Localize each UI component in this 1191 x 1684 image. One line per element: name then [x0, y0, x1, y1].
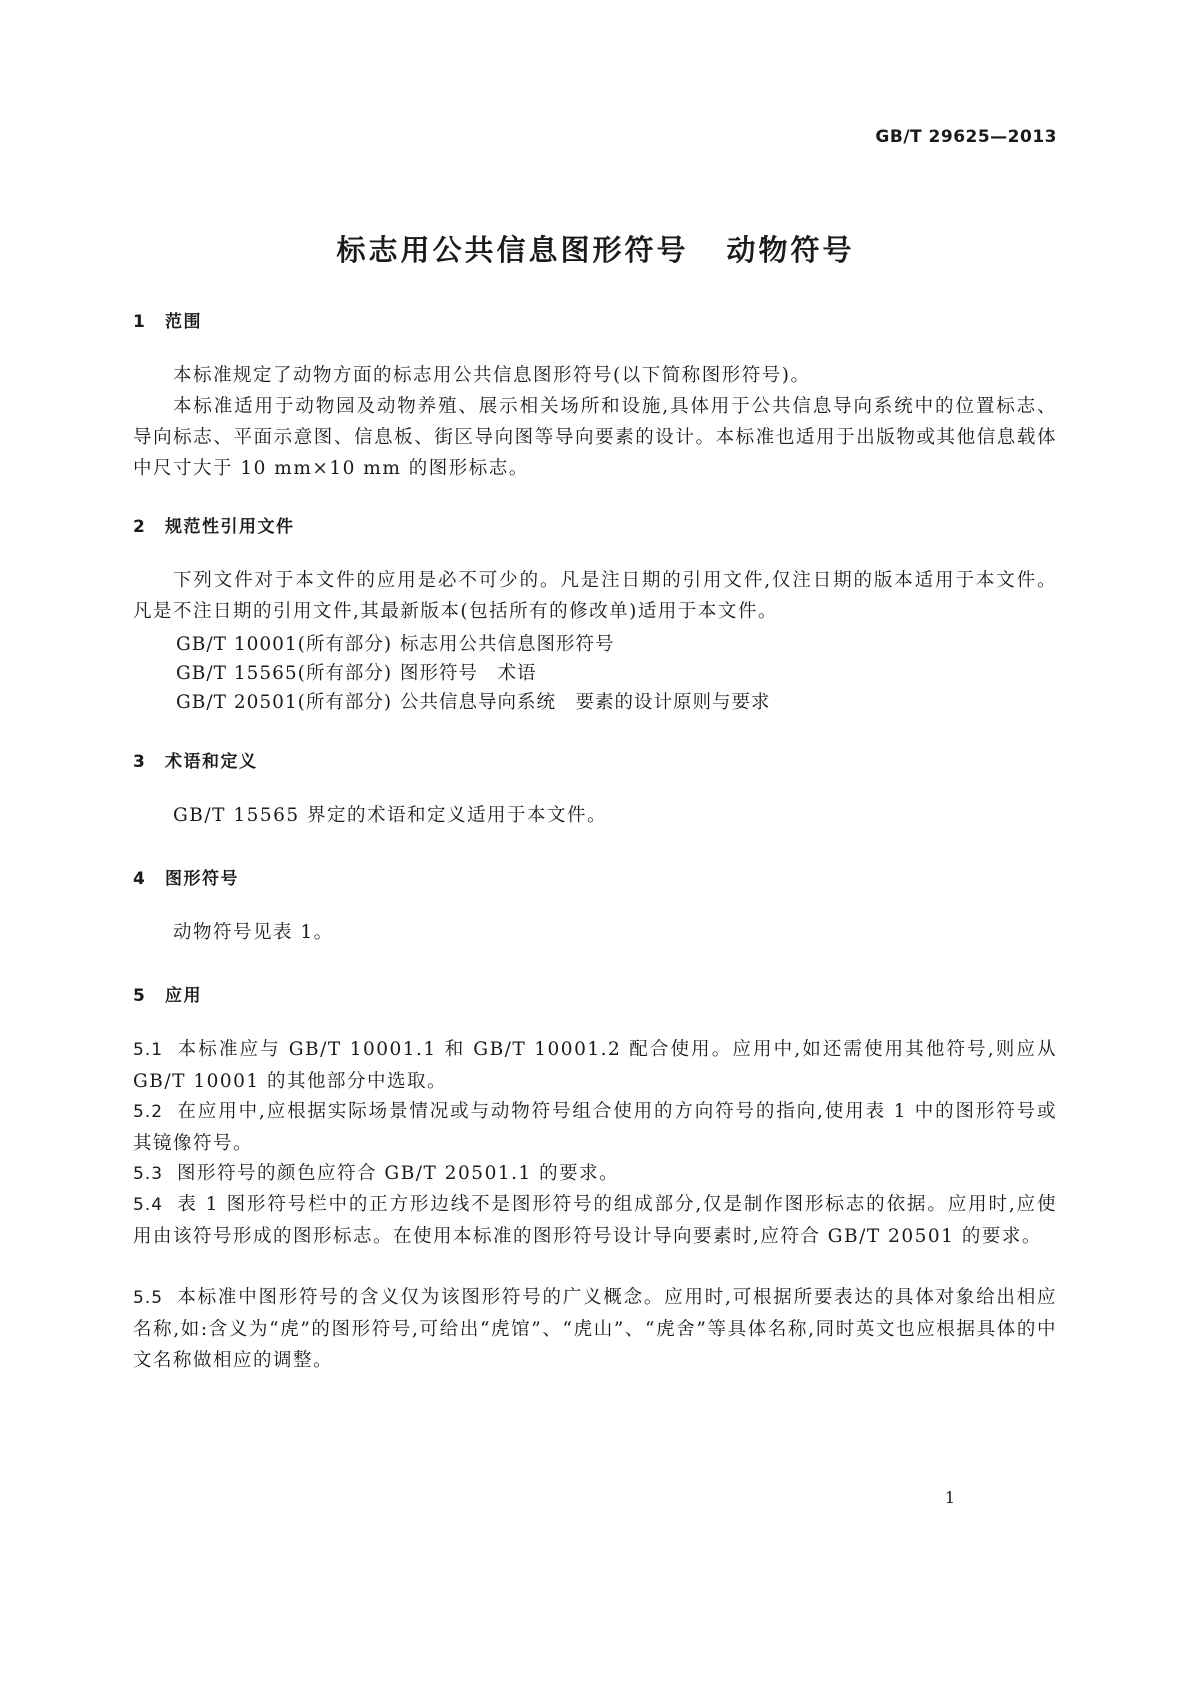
clause-5-3: [133, 1158, 1057, 1190]
clause-5-2: [133, 1096, 1057, 1159]
clause-text: 表 1 图形符号栏中的正方形边线不是图形符号的组成部分,仅是制作图形标志的依据。应用时,应使用由该符号形成的图形标志。在使用本标准的图形符号设计导向要素时,应符合 GB/T 20501 的要求。: [133, 1194, 1057, 1247]
section-title: 应用: [165, 986, 202, 1006]
document-title-main: 标志用公共信息图形符号: [336, 233, 689, 267]
clause-number: 5.5: [133, 1288, 164, 1308]
section-title: 规范性引用文件: [165, 517, 295, 537]
reference-code: GB/T 15565(所有部分): [176, 663, 393, 684]
clause-number: 5.2: [133, 1102, 164, 1122]
document-title-sub: 动物符号: [726, 233, 855, 267]
reference-code: GB/T 10001(所有部分): [176, 634, 393, 655]
clause-number: 5.1: [133, 1040, 164, 1060]
reference-title: 公共信息导向系统 要素的设计原则与要求: [400, 692, 771, 713]
paragraph: 本标准规定了动物方面的标志用公共信息图形符号(以下简称图形符号)。: [173, 365, 811, 386]
clause-text: 在应用中,应根据实际场景情况或与动物符号组合使用的方向符号的指向,使用表 1 中的图形符号或其镜像符号。: [133, 1101, 1057, 1154]
section-title: 术语和定义: [165, 752, 258, 772]
section-title: 范围: [165, 312, 202, 332]
clause-5-4: [133, 1189, 1057, 1252]
section-number: 3: [133, 752, 147, 772]
section-number: 5: [133, 986, 147, 1006]
normative-reference: [176, 688, 771, 714]
section-number: 1: [133, 312, 147, 332]
paragraph: 下列文件对于本文件的应用是必不可少的。凡是注日期的引用文件,仅注日期的版本适用于本文件。凡是不注日期的引用文件,其最新版本(包括所有的修改单)适用于本文件。: [133, 570, 1057, 622]
reference-title: 图形符号 术语: [400, 663, 537, 684]
clause-text: 图形符号的颜色应符合 GB/T 20501.1 的要求。: [177, 1163, 620, 1184]
paragraph: 本标准适用于动物园及动物养殖、展示相关场所和设施,具体用于公共信息导向系统中的位置标志、导向标志、平面示意图、信息板、街区导向图等导向要素的设计。本标准也适用于出版物或其他信息载体中尺寸大于 10 mm×10 mm 的图形标志。: [133, 396, 1057, 479]
paragraph: GB/T 15565 界定的术语和定义适用于本文件。: [173, 805, 608, 826]
reference-title: 标志用公共信息图形符号: [400, 634, 615, 655]
section-number: 4: [133, 869, 147, 889]
clause-number: 5.4: [133, 1195, 164, 1215]
section-heading-4: [133, 864, 239, 889]
section-heading-1: [133, 307, 202, 332]
paragraph: 动物符号见表 1。: [173, 922, 334, 943]
reference-code: GB/T 20501(所有部分): [176, 692, 393, 713]
clause-5-5: [133, 1282, 1057, 1376]
page-number: 1: [944, 1488, 955, 1507]
clause-number: 5.3: [133, 1164, 164, 1184]
section-heading-2: [133, 512, 295, 537]
document-title: [0, 228, 1191, 269]
section-number: 2: [133, 517, 147, 537]
clause-5-1: [133, 1034, 1057, 1097]
section-heading-5: [133, 981, 202, 1006]
normative-reference: [176, 630, 615, 656]
clause-text: 本标准应与 GB/T 10001.1 和 GB/T 10001.2 配合使用。应用中,如还需使用其他符号,则应从 GB/T 10001 的其他部分中选取。: [133, 1039, 1057, 1092]
section-heading-3: [133, 747, 258, 772]
section-title: 图形符号: [165, 869, 239, 889]
normative-reference: [176, 659, 537, 685]
standard-number: GB/T 29625—2013: [875, 127, 1057, 147]
clause-text: 本标准中图形符号的含义仅为该图形符号的广义概念。应用时,可根据所要表达的具体对象给出相应名称,如:含义为“虎”的图形符号,可给出“虎馆”、“虎山”、“虎舍”等具体名称,同时英文也应根据具体的中文名称做相应的调整。: [133, 1287, 1057, 1371]
